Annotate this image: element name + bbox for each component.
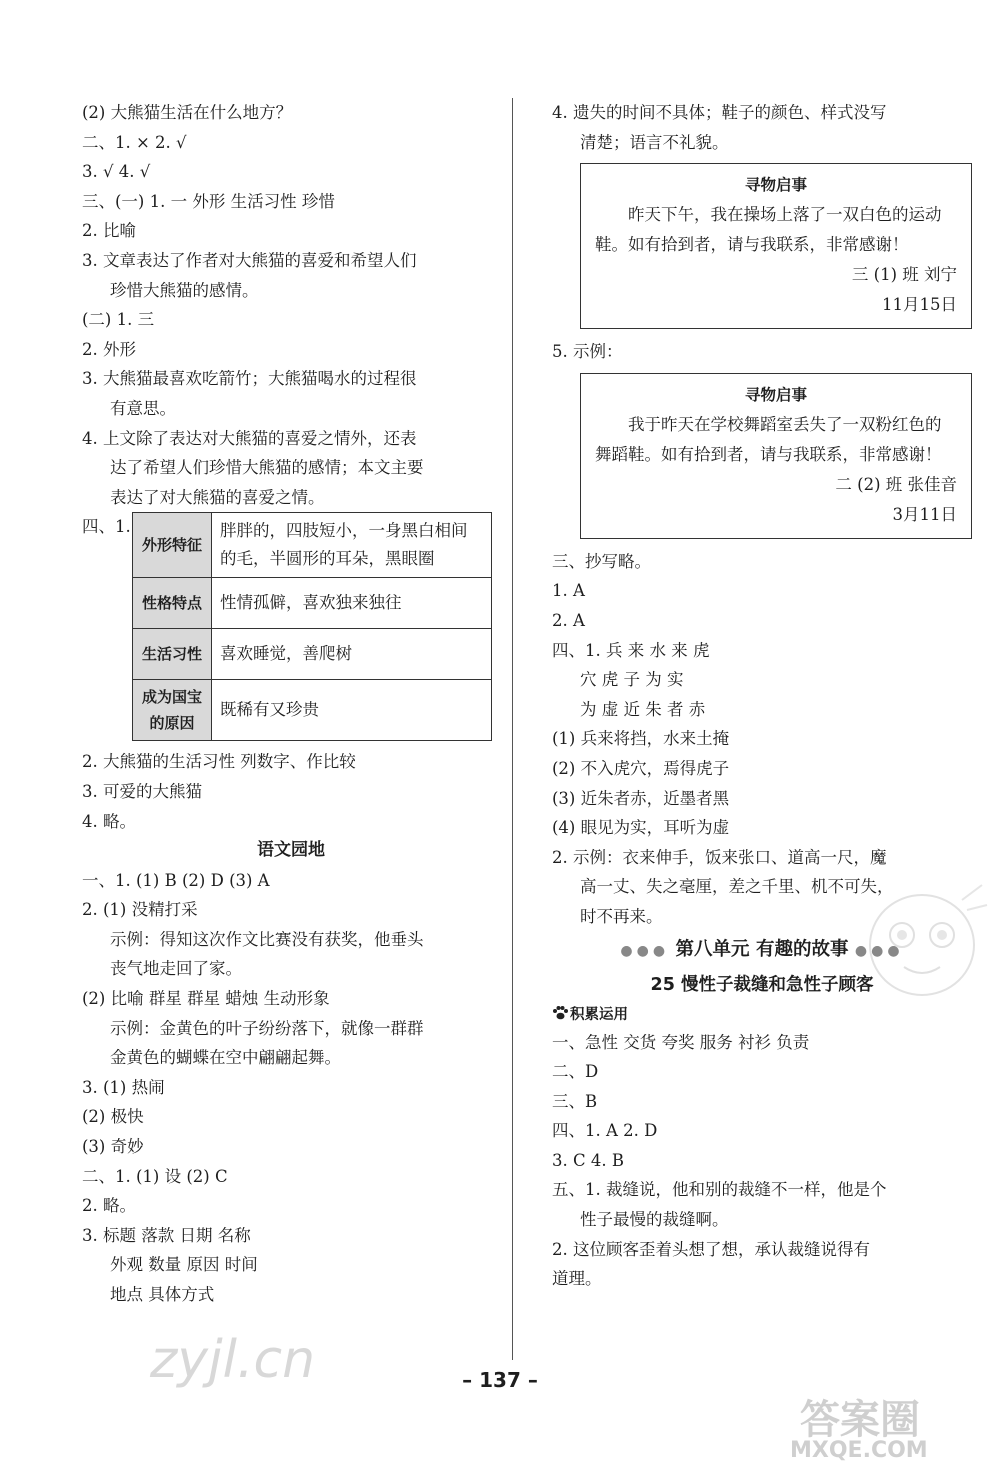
table-block <box>82 512 500 741</box>
answer-line: (1) 兵来将挡，水来土掩 <box>552 729 730 749</box>
table-row <box>133 680 492 741</box>
table-value: 既稀有又珍贵 <box>212 680 492 741</box>
notice-signature: 二 (2) 班 张佳音 <box>835 474 957 494</box>
answer-line: 高一丈、失之毫厘，差之千里、机不可失， <box>580 877 894 897</box>
answer-line: (3) 奇妙 <box>82 1137 144 1157</box>
lost-notice-box-2 <box>580 373 972 539</box>
page-number: – 137 – <box>462 1368 538 1392</box>
answer-line: 四、1. A 2. D <box>552 1121 658 1141</box>
answer-line: 3. (1) 热闹 <box>82 1077 165 1097</box>
answer-line: 4. 上文除了表达对大熊猫的喜爱之情外，还表 <box>82 428 417 448</box>
answer-line: 三、B <box>552 1091 598 1111</box>
notice-date: 3月11日 <box>892 504 957 524</box>
notice-body: 我于昨天在学校舞蹈室丢失了一双粉红色的舞蹈鞋。如有拾到者，请与我联系，非常感谢！ <box>595 414 942 464</box>
answer-line: 3. 文章表达了作者对大熊猫的喜爱和希望人们 <box>82 250 417 270</box>
answer-line: 2. 示例：衣来伸手，饭来张口、道高一尺，魔 <box>552 847 887 867</box>
answer-line: 2. 略。 <box>82 1196 136 1216</box>
notice-title: 寻物启事 <box>744 385 807 404</box>
answer-line: 3. 可爱的大熊猫 <box>82 781 202 801</box>
notice-signature: 三 (1) 班 刘宁 <box>851 265 957 285</box>
answer-line: 达了希望人们珍惜大熊猫的感情；本文主要 <box>110 458 424 478</box>
table-key: 外形特征 <box>133 513 212 578</box>
answer-line: 有意思。 <box>110 398 176 418</box>
table-row <box>133 629 492 680</box>
section-title: 语文园地 <box>257 840 325 861</box>
answer-line: 3. √ 4. √ <box>82 162 151 182</box>
answer-line: 2. 外形 <box>82 339 136 359</box>
answer-line: 5. 示例： <box>552 342 623 362</box>
answer-line: 示例：得知这次作文比赛没有获奖，他垂头 <box>110 929 424 949</box>
table-key: 性格特点 <box>133 578 212 629</box>
column-divider <box>512 98 513 1360</box>
answer-line: (2) 极快 <box>82 1107 144 1127</box>
right-column <box>552 98 972 1294</box>
answer-line: 表达了对大熊猫的喜爱之情。 <box>110 487 325 507</box>
answer-line: 外观 数量 原因 时间 <box>110 1255 258 1275</box>
table-row <box>133 513 492 578</box>
answer-line: 三、抄写略。 <box>552 551 651 571</box>
mascot-illustration-icon <box>852 875 992 1005</box>
lesson-title: 25 慢性子裁缝和急性子顾客 <box>650 974 874 995</box>
answer-line: (2) 比喻 群星 群星 蜡烛 生动形象 <box>82 989 330 1009</box>
table-value: 喜欢睡觉，善爬树 <box>212 629 492 680</box>
answer-line: 1. A <box>552 581 585 601</box>
answer-line: 地点 具体方式 <box>110 1285 215 1304</box>
watermark-url: MXQE.COM <box>790 1438 928 1463</box>
answer-line: 道理。 <box>552 1269 602 1289</box>
answer-line: 一、急性 交货 夸奖 服务 衬衫 负责 <box>552 1032 810 1052</box>
answer-line: 4. 略。 <box>82 811 136 831</box>
notice-date: 11月15日 <box>882 295 957 315</box>
watermark-logo: 答案圈 <box>800 1397 920 1443</box>
answer-line: 2. 大熊猫的生活习性 列数字、作比较 <box>82 752 356 772</box>
panda-info-table <box>132 512 492 741</box>
answer-line: (4) 眼见为实，耳听为虚 <box>552 818 730 838</box>
answer-line: 2. A <box>552 610 585 630</box>
answer-line: 四、1. <box>82 517 131 537</box>
answer-line: 丧气地走回了家。 <box>110 959 242 979</box>
answer-line: (3) 近朱者赤，近墨者黑 <box>552 788 730 808</box>
subsection-title: 积累运用 <box>570 1006 628 1023</box>
answer-line: 2. 比喻 <box>82 221 136 241</box>
answer-line: 3. C 4. B <box>552 1150 624 1170</box>
answer-line: 三、(一) 1. 一 外形 生活习性 珍惜 <box>82 191 335 211</box>
watermark-text: zyjl.cn <box>150 1330 316 1390</box>
answer-line: 2. 这位顾客歪着头想了想，承认裁缝说得有 <box>552 1239 870 1259</box>
table-key: 成为国宝的原因 <box>133 680 212 741</box>
answer-line: 珍惜大熊猫的感情。 <box>110 280 259 300</box>
notice-body: 昨天下午，我在操场上落了一双白色的运动鞋。如有拾到者，请与我联系，非常感谢！ <box>595 205 942 255</box>
notice-title: 寻物启事 <box>744 176 807 195</box>
answer-line: (2) 大熊猫生活在什么地方？ <box>82 103 293 122</box>
subsection-heading <box>552 1002 972 1028</box>
answer-line: 穴 虎 子 为 实 <box>580 670 684 690</box>
table-row <box>133 578 492 629</box>
table-value: 性情孤僻，喜欢独来独往 <box>212 578 492 629</box>
answer-line: 二、1. × 2. √ <box>82 132 187 152</box>
table-value: 胖胖的，四肢短小，一身黑白相间的毛，半圆形的耳朵，黑眼圈 <box>212 513 492 578</box>
answer-line: 3. 标题 落款 日期 名称 <box>82 1225 251 1245</box>
answer-line: 二、1. (1) 设 (2) C <box>82 1166 228 1186</box>
decor-dots-icon: ●●● <box>620 942 670 959</box>
unit-title: 第八单元 有趣的故事 <box>675 938 849 960</box>
answer-line: (2) 不入虎穴，焉得虎子 <box>552 758 730 778</box>
answer-line: 时不再来。 <box>580 906 663 926</box>
answer-line: 二、D <box>552 1062 599 1082</box>
answer-line: 五、1. 裁缝说，他和别的裁缝不一样，他是个 <box>552 1180 887 1200</box>
answer-line: 为 虚 近 朱 者 赤 <box>580 699 706 719</box>
lost-notice-box-1 <box>580 163 972 329</box>
answer-line: 4. 遗失的时间不具体；鞋子的颜色、样式没写 <box>552 103 887 122</box>
answer-line: 3. 大熊猫最喜欢吃箭竹；大熊猫喝水的过程很 <box>82 369 417 389</box>
answer-line: 2. (1) 没精打采 <box>82 900 198 920</box>
answer-line: 金黄色的蝴蝶在空中翩翩起舞。 <box>110 1048 341 1068</box>
left-column <box>82 98 500 1310</box>
paw-icon <box>552 1006 568 1020</box>
answer-line: 示例：金黄色的叶子纷纷落下，就像一群群 <box>110 1018 424 1038</box>
decor-dots-icon: ●●● <box>854 942 904 959</box>
answer-line: 四、1. 兵 来 水 来 虎 <box>552 640 710 660</box>
answer-line: 清楚；语言不礼貌。 <box>580 132 729 152</box>
answer-line: 一、1. (1) B (2) D (3) A <box>82 870 270 890</box>
table-key: 生活习性 <box>133 629 212 680</box>
answer-line: 性子最慢的裁缝啊。 <box>580 1210 729 1230</box>
answer-line: (二) 1. 三 <box>82 310 155 330</box>
